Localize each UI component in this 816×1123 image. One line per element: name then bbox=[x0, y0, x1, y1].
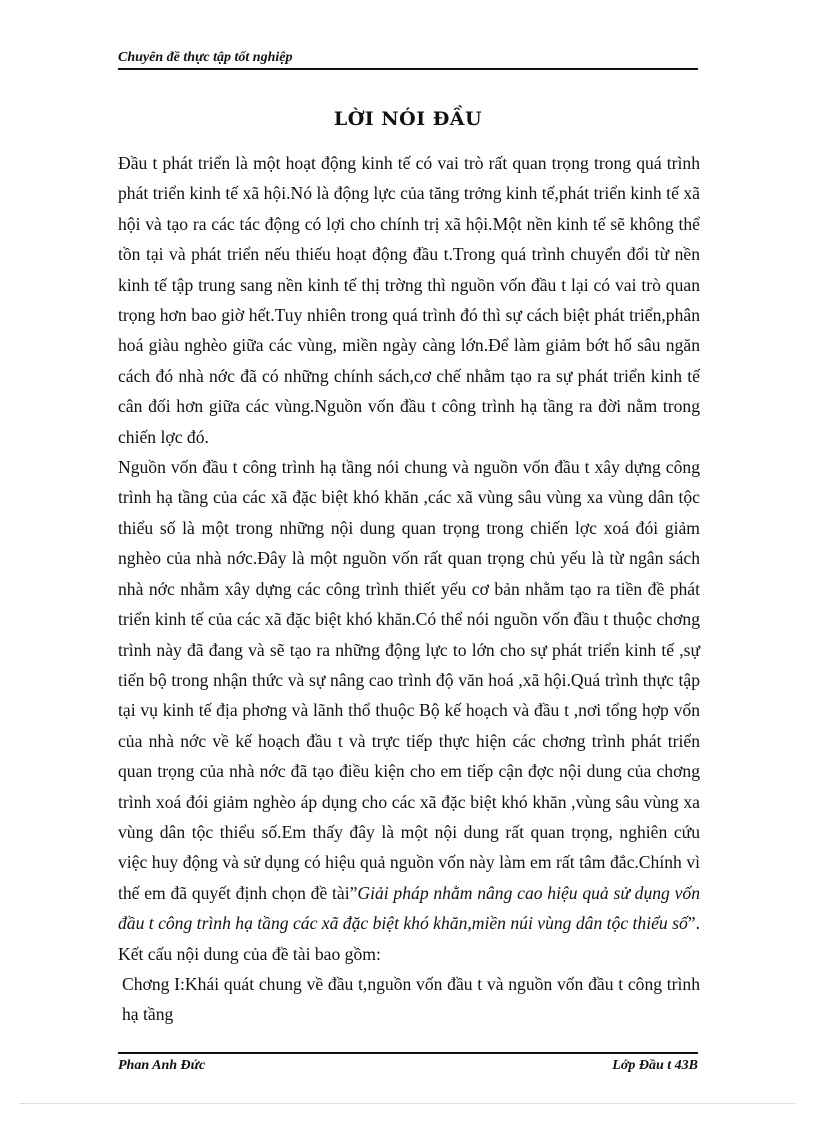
page-title: LỜI NÓI ĐẦU bbox=[333, 108, 483, 130]
footer-class: Lớp Đầu t 43B bbox=[612, 1058, 698, 1073]
running-header: Chuyên đề thực tập tốt nghiệp bbox=[118, 50, 293, 65]
body-text bbox=[118, 148, 700, 1030]
paragraph-capital-source-text: Nguồn vốn đầu t công trình hạ tầng nói chung và nguồn vốn đầu t xây dựng công trình hạ tầng của các xã đặc biệt khó khăn ,các xã vùng sâu vùng xa vùng dân tộc thiểu số là một trong những nội dung quan trọng trong chiến lợc xoá đói giảm nghèo của nhà nớc.Đây là một nguồn vốn rất quan trọng chủ yếu là từ ngân sách nhà nớc nhằm xây dựng các công trình thiết yếu cơ bản nhằm tạo ra tiền đề phát triển kinh tế của các xã đặc biệt khó khăn.Có thể nói nguồn vốn đầu t thuộc chơng trình này đã đang và sẽ tạo ra những động lực to lớn cho sự phát triển kinh tế ,sự tiến bộ trong nhận thức và sự nâng cao trình độ văn hoá ,xã hội.Quá trình thực tập tại vụ kinh tế địa phơng và lãnh thổ thuộc Bộ kế hoạch và đầu t ,nơi tổng hợp vốn của nhà nớc về kế hoạch đầu t và trực tiếp thực hiện các chơng trình phát triển quan trọng của nhà nớc đã tạo điều kiện cho em tiếp cận đợc nội dung của chơng trình xoá đói giảm nghèo áp dụng cho các xã đặc biệt khó khăn ,vùng sâu vùng xa vùng dân tộc thiểu số.Em thấy đây là một nội dung rất quan trọng, nghiên cứu việc huy động và sử dụng có hiệu quả nguồn vốn này làm em rất tâm đắc.Chính vì thế em đã quyết định chọn đề tài” bbox=[118, 457, 700, 903]
paragraph-chapter-one: Chơng I:Khái quát chung về đầu t,nguồn vốn đầu t và nguồn vốn đầu t công trình hạ tầng bbox=[122, 973, 700, 1025]
paragraph-capital-source bbox=[118, 452, 700, 969]
paragraph-capital-source-end: ”. Kết cấu nội dung của đề tài bao gồm: bbox=[118, 913, 700, 964]
thesis-topic-title: Giải pháp nhằm nâng cao hiệu quả sử dụng vốn đầu t công trình hạ tầng các xã đặc biệt khó khăn,miền núi vùng dân tộc thiểu số bbox=[118, 882, 701, 934]
footer-author: Phan Anh Đức bbox=[118, 1058, 206, 1073]
header-rule bbox=[118, 68, 698, 70]
footer-rule bbox=[118, 1052, 698, 1054]
paragraph-intro: Đầu t phát triển là một hoạt động kinh tế có vai trò rất quan trọng trong quá trình phát triển kinh tế xã hội.Nó là động lực của tăng trởng kinh tế,phát triển kinh tế xã hội và tạo ra các tác động có lợi cho chính trị xã hội.Một nền kinh tế sẽ không thể tồn tại và phát triển nếu thiếu hoạt động đầu t.Trong quá trình chuyển đổi từ nền kinh tế tập trung sang nền kinh tế thị trờng thì nguồn vốn đầu t lại có vai trò quan trọng hơn bao giờ hết.Tuy nhiên trong quá trình đó thì sự cách biệt phát triển,phân hoá giàu nghèo giữa các vùng, miền ngày càng lớn.Để làm giảm bớt hố sâu ngăn cách đó nhà nớc đã có những chính sách,cơ chế nhằm tạo ra sự phát triển kinh tế cân đối hơn giữa các vùng.Nguồn vốn đầu t công trình hạ tầng ra đời nằm trong chiến lợc đó. bbox=[118, 153, 700, 447]
page-bottom-dotted-rule bbox=[20, 1103, 796, 1104]
